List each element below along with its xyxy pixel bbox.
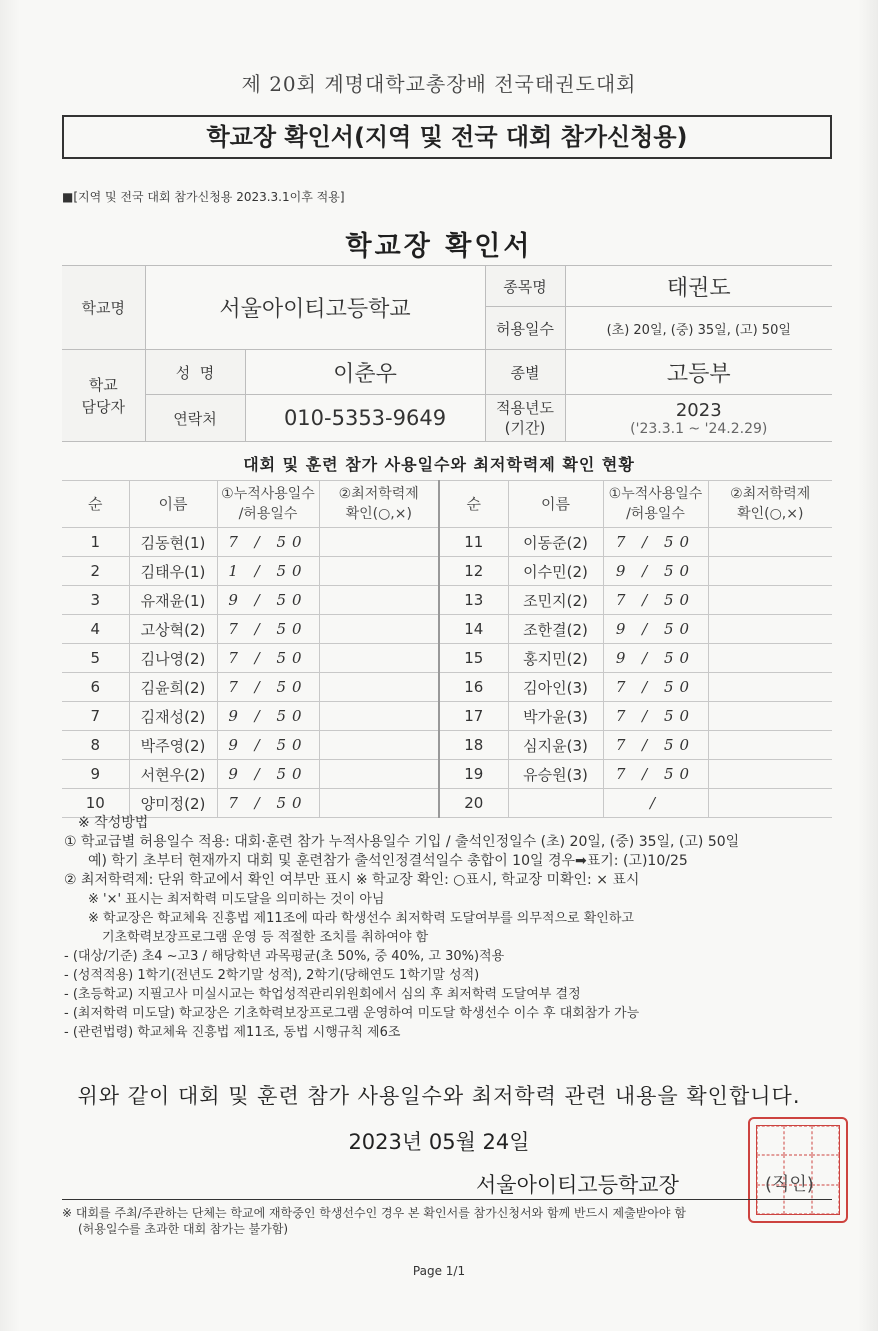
year-value: 2023 <box>675 399 722 421</box>
row-number: 19 <box>439 760 508 789</box>
note-line: - (성적적용) 1학기(전년도 2학기말 성적), 2학기(당해연도 1학기말 성적) <box>64 968 480 983</box>
days-used: 9 / 50 <box>603 557 708 586</box>
academic-check <box>319 702 439 731</box>
academic-check <box>319 644 439 673</box>
student-name: 서현우(2) <box>129 760 217 789</box>
row-number: 6 <box>62 673 129 702</box>
row-number: 10 <box>62 789 129 818</box>
info-table <box>62 265 832 442</box>
status-title: 대회 및 훈련 참가 사용일수와 최저학력제 확인 현황 <box>243 455 635 474</box>
status-body <box>62 528 832 818</box>
days-used: 9 / 50 <box>217 586 319 615</box>
allowed-label: 허용일수 <box>485 307 565 350</box>
row-number: 5 <box>62 644 129 673</box>
row-number: 9 <box>62 760 129 789</box>
row-number: 12 <box>439 557 508 586</box>
academic-check <box>708 586 832 615</box>
table-row <box>62 528 832 557</box>
days-used: 7 / 50 <box>603 586 708 615</box>
days-used: 9 / 50 <box>603 644 708 673</box>
confirmation-date: 2023년 05월 24일 <box>348 1130 530 1154</box>
student-name: 김아인(3) <box>508 673 603 702</box>
year-cell <box>565 395 832 442</box>
footer-line: ※ 대회를 주최/주관하는 단체는 학교에 재학중인 학생선수인 경우 본 확인서를 참가신청서와 함께 반드시 제출받아야 함 <box>62 1206 686 1220</box>
student-name: 유승원(3) <box>508 760 603 789</box>
academic-check <box>319 615 439 644</box>
principal-name: 서울아이티고등학교장 <box>476 1173 679 1197</box>
table-row <box>62 615 832 644</box>
manager-label: 학교 담당자 <box>62 350 145 442</box>
academic-check <box>708 760 832 789</box>
days-used: 9 / 50 <box>603 615 708 644</box>
academic-check <box>319 557 439 586</box>
academic-check <box>708 731 832 760</box>
row-number: 15 <box>439 644 508 673</box>
contact-label: 연락처 <box>145 395 245 442</box>
category-value: 고등부 <box>565 350 832 395</box>
row-number: 8 <box>62 731 129 760</box>
contact-value: 010-5353-9649 <box>245 395 485 442</box>
table-row <box>62 557 832 586</box>
header-academic: ②최저학력제 확인(○,×) <box>708 481 832 528</box>
footer-line: (허용일수를 초과한 대회 참가는 불가함) <box>78 1222 289 1236</box>
form-title: 학교장 확인서 <box>345 231 533 262</box>
days-used: 1 / 50 <box>217 557 319 586</box>
footer-note <box>62 1205 842 1237</box>
header-no: 순 <box>439 481 508 528</box>
table-row <box>62 644 832 673</box>
days-used: 9 / 50 <box>217 702 319 731</box>
student-name: 박주영(2) <box>129 731 217 760</box>
row-number: 1 <box>62 528 129 557</box>
box-title: 학교장 확인서(지역 및 전국 대회 참가신청용) <box>62 115 832 159</box>
academic-check <box>708 673 832 702</box>
note-line: ※ 학교장은 학교체육 진흥법 제11조에 따라 학생선수 최저학력 도달여부를 의무적으로 확인하고 <box>88 911 634 926</box>
row-number: 3 <box>62 586 129 615</box>
note-line: 기초학력보장프로그램 운영 등 적절한 조치를 취하여야 함 <box>102 930 429 945</box>
row-number: 7 <box>62 702 129 731</box>
event-title: 제 20회 계명대학교총장배 전국태권도대회 <box>241 72 637 96</box>
note-line: 예) 학기 초부터 현재까지 대회 및 훈련참가 출석인정결석일수 총합이 10일 경우➡표기: (고)10/25 <box>88 853 688 869</box>
student-name: 유재윤(1) <box>129 586 217 615</box>
row-number: 4 <box>62 615 129 644</box>
apply-note: ■[지역 및 전국 대회 참가신청용 2023.3.1이후 적용] <box>62 190 345 204</box>
header-days: ①누적사용일수 /허용일수 <box>217 481 319 528</box>
status-table <box>62 480 832 818</box>
note-line: ① 학교급별 허용일수 적용: 대회·훈련 참가 누적사용일수 기입 / 출석인정일수 (초) 20일, (중) 35일, (고) 50일 <box>64 834 740 850</box>
writing-notes <box>64 814 844 1042</box>
sport-label: 종목명 <box>485 266 565 307</box>
note-line: - (초등학교) 지필고사 미실시교는 학업성적관리위원회에서 심의 후 최저학력 도달여부 결정 <box>64 987 581 1002</box>
days-used: 7 / 50 <box>217 644 319 673</box>
academic-check <box>319 731 439 760</box>
academic-check <box>319 760 439 789</box>
student-name: 김윤희(2) <box>129 673 217 702</box>
note-line: ② 최저학력제: 단위 학교에서 확인 여부만 표시 ※ 학교장 확인: ○표시, 학교장 미확인: × 표시 <box>64 872 640 888</box>
days-used: 7 / 50 <box>603 673 708 702</box>
note-line: - (관련법령) 학교체육 진흥법 제11조, 동법 시행규칙 제6조 <box>64 1025 401 1040</box>
row-number: 2 <box>62 557 129 586</box>
header-academic: ②최저학력제 확인(○,×) <box>319 481 439 528</box>
student-name: 이수민(2) <box>508 557 603 586</box>
footer-divider <box>62 1199 832 1200</box>
row-number: 13 <box>439 586 508 615</box>
seal-mark: (직인) <box>765 1174 814 1195</box>
school-value: 서울아이티고등학교 <box>145 266 485 350</box>
school-label: 학교명 <box>62 266 145 350</box>
days-used: 7 / 50 <box>603 760 708 789</box>
academic-check <box>319 673 439 702</box>
days-used: 7 / 50 <box>217 789 319 818</box>
note-line: - (최저학력 미도달) 학교장은 기초학력보장프로그램 운영하여 미도달 학생선수 이수 후 대회참가 가능 <box>64 1006 640 1021</box>
table-row <box>62 731 832 760</box>
days-used: 7 / 50 <box>217 673 319 702</box>
days-used: 7 / 50 <box>217 528 319 557</box>
name-label: 성 명 <box>145 350 245 395</box>
academic-check <box>708 528 832 557</box>
student-name: 조민지(2) <box>508 586 603 615</box>
year-label: 적용년도 (기간) <box>485 395 565 442</box>
student-name: 김태우(1) <box>129 557 217 586</box>
student-name: 김동현(1) <box>129 528 217 557</box>
academic-check <box>708 615 832 644</box>
days-used: 7 / 50 <box>603 702 708 731</box>
student-name: 심지윤(3) <box>508 731 603 760</box>
confirmation-statement: 위와 같이 대회 및 훈련 참가 사용일수와 최저학력 관련 내용을 확인합니다. <box>77 1084 801 1108</box>
category-label: 종별 <box>485 350 565 395</box>
period-value: ('23.3.1 ~ '24.2.29) <box>630 420 768 437</box>
table-row <box>62 673 832 702</box>
allowed-value: (초) 20일, (중) 35일, (고) 50일 <box>565 307 832 350</box>
days-used: / <box>603 789 708 818</box>
days-used: 9 / 50 <box>217 760 319 789</box>
table-row <box>62 760 832 789</box>
row-number: 14 <box>439 615 508 644</box>
student-name: 조한결(2) <box>508 615 603 644</box>
days-used: 7 / 50 <box>217 615 319 644</box>
days-used: 7 / 50 <box>603 528 708 557</box>
student-name: 고상혁(2) <box>129 615 217 644</box>
header-days: ①누적사용일수 /허용일수 <box>603 481 708 528</box>
status-header-row <box>62 481 832 528</box>
days-used: 9 / 50 <box>217 731 319 760</box>
note-line: ※ '×' 표시는 최저학력 미도달을 의미하는 것이 아님 <box>88 892 385 907</box>
student-name: 김재성(2) <box>129 702 217 731</box>
student-name: 이동준(2) <box>508 528 603 557</box>
student-name: 홍지민(2) <box>508 644 603 673</box>
academic-check <box>708 702 832 731</box>
sport-value: 태권도 <box>565 266 832 307</box>
days-used: 7 / 50 <box>603 731 708 760</box>
notes-heading: ※ 작성방법 <box>78 815 149 831</box>
note-line: - (대상/기준) 초4 ~고3 / 해당학년 과목평균(초 50%, 중 40%, 고 30%)적용 <box>64 949 505 964</box>
student-name: 양미정(2) <box>129 789 217 818</box>
name-value: 이춘우 <box>245 350 485 395</box>
row-number: 20 <box>439 789 508 818</box>
student-name: 박가윤(3) <box>508 702 603 731</box>
academic-check <box>708 644 832 673</box>
row-number: 18 <box>439 731 508 760</box>
header-name: 이름 <box>129 481 217 528</box>
header-no: 순 <box>62 481 129 528</box>
header-name: 이름 <box>508 481 603 528</box>
academic-check <box>319 528 439 557</box>
row-number: 17 <box>439 702 508 731</box>
academic-check <box>319 586 439 615</box>
page-number: Page 1/1 <box>412 1264 466 1278</box>
row-number: 16 <box>439 673 508 702</box>
student-name: 김나영(2) <box>129 644 217 673</box>
table-row <box>62 702 832 731</box>
table-row <box>62 586 832 615</box>
academic-check <box>708 557 832 586</box>
row-number: 11 <box>439 528 508 557</box>
